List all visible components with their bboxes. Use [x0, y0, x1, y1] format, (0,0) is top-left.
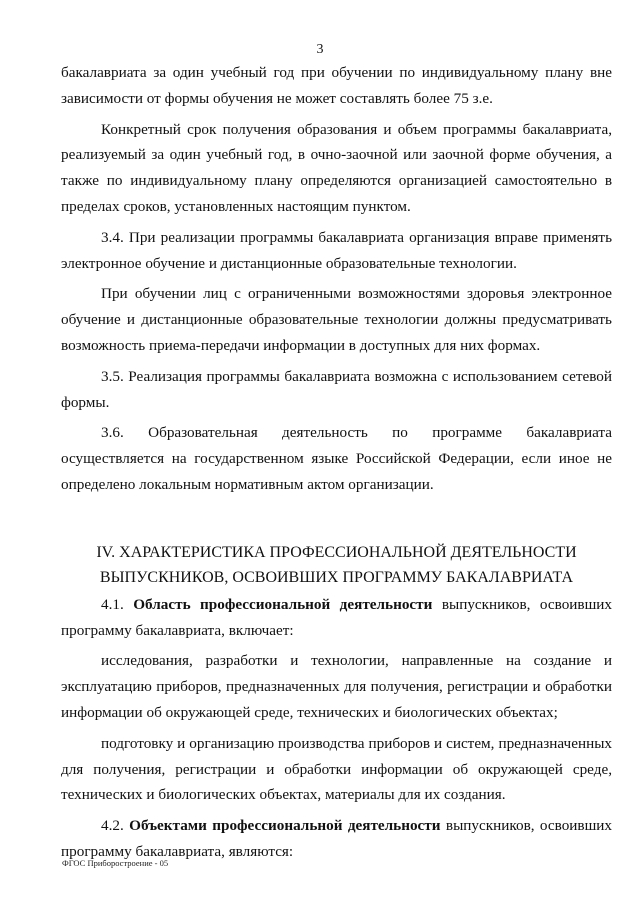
bold-term: Область профессиональной деятельности: [133, 595, 433, 613]
item-text: выпускников, освоивших программу бакалавриата, включает:: [61, 595, 612, 639]
item-text: выпускников, освоивших программу бакалавриата, являются:: [61, 817, 613, 860]
document-body: [61, 60, 612, 865]
bold-term: Объектами профессиональной деятельности: [129, 817, 441, 835]
paragraph-continuation: бакалавриата за один учебный год при обучении по индивидуальному плану вне зависимости от формы обучения не может составлять более 75 з.е.: [61, 64, 612, 107]
section-heading-line-2: ВЫПУСКНИКОВ, ОСВОИВШИХ ПРОГРАММУ БАКАЛАВРИАТА: [99, 568, 574, 586]
page-number: 3: [316, 42, 324, 57]
section-heading-line-1: IV. ХАРАКТЕРИСТИКА ПРОФЕССИОНАЛЬНОЙ ДЕЯТЕЛЬНОСТИ: [96, 543, 577, 561]
paragraph-3-6: 3.6. Образовательная деятельность по программе бакалавриата осуществляется на государственном языке Российской Федерации, если иное не определено локальным нормативным актом организации.: [61, 424, 612, 493]
item-number: 4.2.: [101, 817, 124, 835]
footer-doc-code: ФГОС Приборостроение - 05: [62, 858, 169, 868]
paragraph-4-1: [61, 592, 612, 644]
paragraph-3-5: 3.5. Реализация программы бакалавриата возможна с использованием сетевой формы.: [61, 367, 612, 411]
paragraph-term-detail: Конкретный срок получения образования и объем программы бакалавриата, реализуемый за один учебный год, в очно-заочной или заочной форме обучения, а также по индивидуальному плану определяются организацией самостоятельно в пределах сроков, установленных настоящим пунктом.: [61, 120, 612, 215]
list-item-production: подготовку и организацию производства приборов и систем, предназначенных для получения, регистрации и обработки информации об окружающей среде, технических и биологических объектах, материалы для их создания.: [61, 734, 612, 804]
item-number: 4.1.: [101, 595, 124, 613]
section-heading: [61, 540, 612, 590]
list-item-research: исследования, разработки и технологии, направленные на создание и эксплуатацию приборов, предназначенных для получения, регистрации и обработки информации об окружающей среде, технических и биологических объектах;: [61, 652, 612, 721]
paragraph-disability: При обучении лиц с ограниченными возможностями здоровья электронное обучение и дистанционные образовательные технологии должны предусматривать возможность приема-передачи информации в доступных для них формах.: [61, 285, 612, 354]
paragraph-4-2: [61, 813, 612, 865]
paragraph-3-4: 3.4. При реализации программы бакалавриата организация вправе применять электронное обучение и дистанционные образовательные технологии.: [61, 228, 612, 272]
